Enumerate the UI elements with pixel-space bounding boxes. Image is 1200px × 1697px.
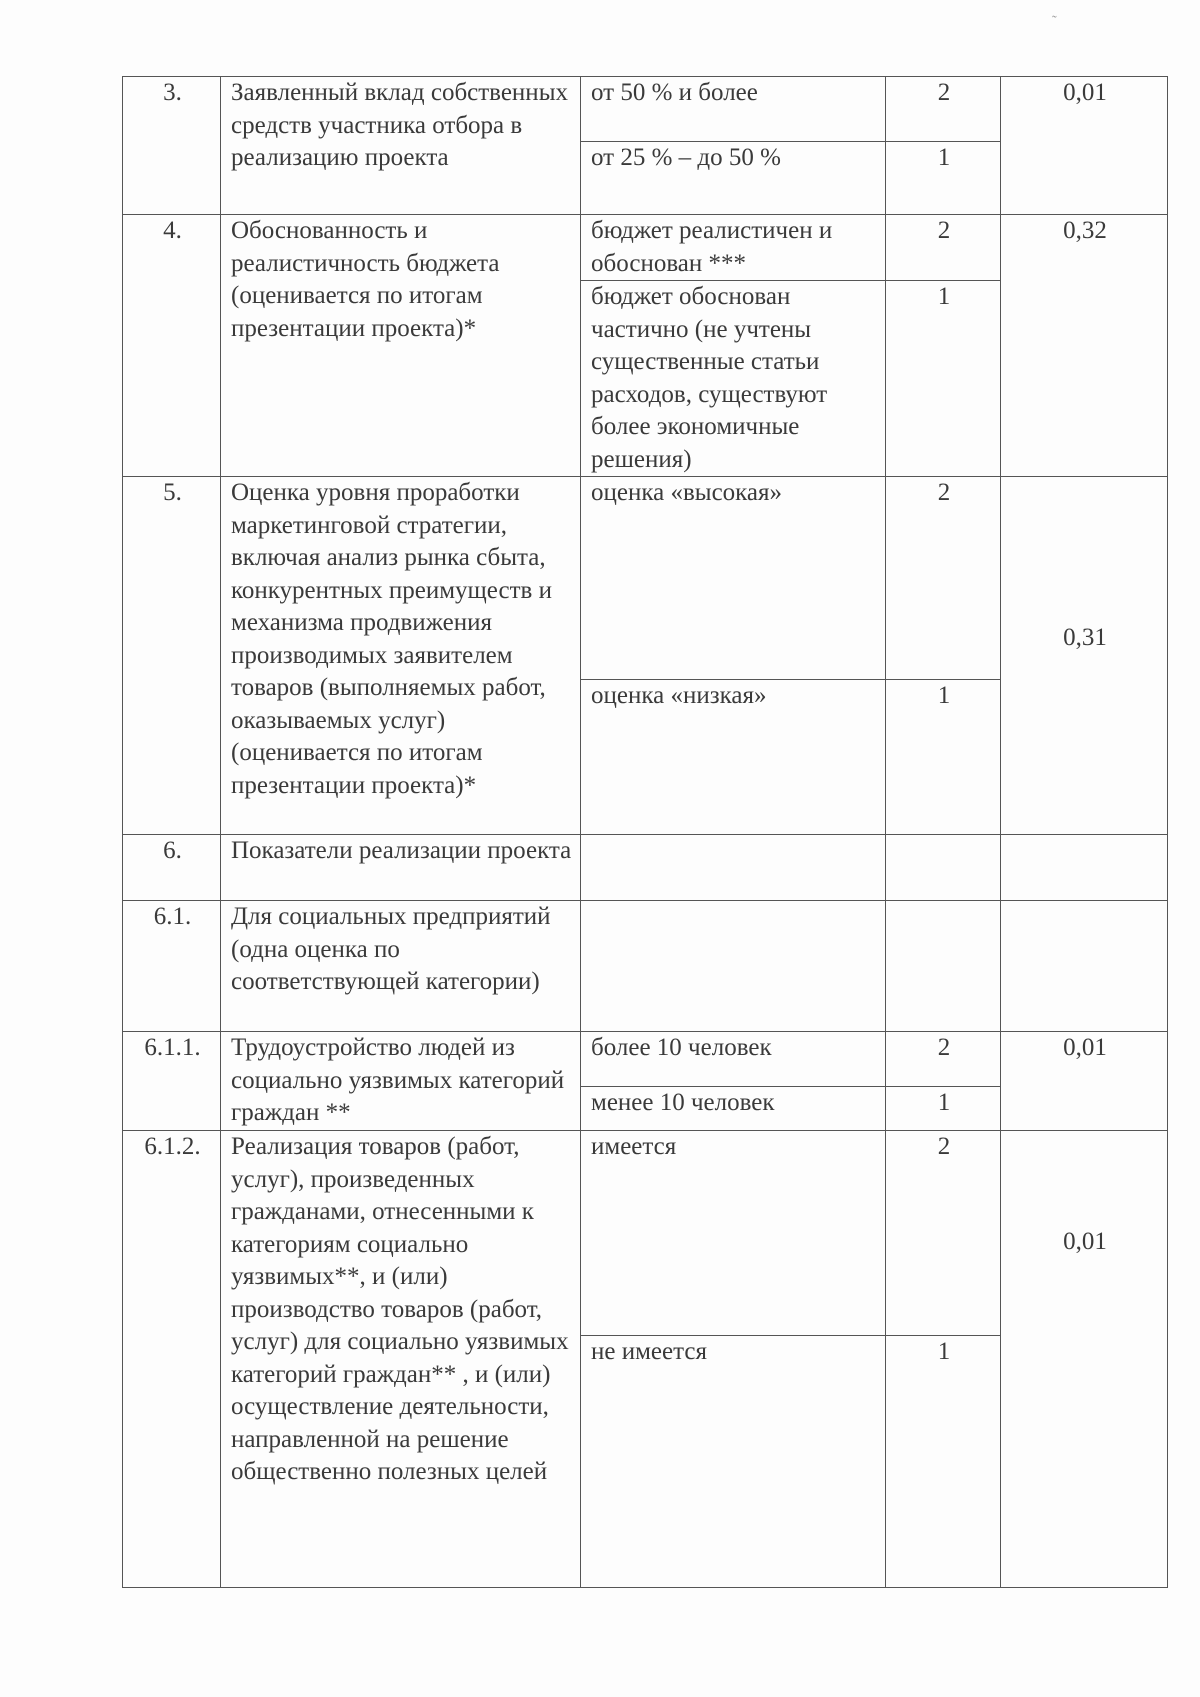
- table-row: [123, 835, 1168, 901]
- criterion-text: Обоснованность и реалистичность бюджета (оценивается по итогам презентации проекта)*: [221, 215, 581, 477]
- option-label: бюджет обоснован частично (не учтены существенные статьи расходов, существуют более экономичные решения): [581, 281, 886, 477]
- option-label: не имеется: [581, 1336, 886, 1588]
- option-score: 1: [886, 281, 1001, 477]
- table-row: [123, 477, 1168, 680]
- option-score: 2: [886, 77, 1001, 142]
- criterion-text: Оценка уровня проработки маркетинговой стратегии, включая анализ рынка сбыта, конкурентных преимуществ и механизма продвижения производимых заявителем товаров (выполняемых работ, оказываемых услуг) (оценивается по итогам презентации проекта)*: [221, 477, 581, 835]
- option-label: от 25 % – до 50 %: [581, 142, 886, 215]
- empty-cell: [1001, 835, 1168, 901]
- option-label: оценка «высокая»: [581, 477, 886, 680]
- empty-cell: [886, 835, 1001, 901]
- empty-cell: [581, 901, 886, 1032]
- criterion-weight: 0,01: [1001, 1032, 1168, 1131]
- table-row: [123, 901, 1168, 1032]
- option-score: 2: [886, 477, 1001, 680]
- criterion-weight: 0,31: [1001, 477, 1168, 835]
- option-score: 1: [886, 1336, 1001, 1588]
- row-number: 6.1.2.: [123, 1131, 221, 1588]
- option-label: имеется: [581, 1131, 886, 1336]
- criteria-table: [122, 76, 1168, 1588]
- scan-mark: ˜: [1052, 14, 1057, 29]
- criterion-text: Заявленный вклад собственных средств участника отбора в реализацию проекта: [221, 77, 581, 215]
- criterion-text: Трудоустройство людей из социально уязвимых категорий граждан **: [221, 1032, 581, 1131]
- option-label: бюджет реалистичен и обоснован ***: [581, 215, 886, 281]
- table-row: [123, 77, 1168, 142]
- option-score: 2: [886, 215, 1001, 281]
- option-score: 1: [886, 1087, 1001, 1131]
- criterion-text: Реализация товаров (работ, услуг), произведенных гражданами, отнесенными к категориям социально уязвимых**, и (или) производство товаров (работ, услуг) для социально уязвимых категорий граждан** , и (или) осуществление деятельности, направленной на решение общественно полезных целей: [221, 1131, 581, 1588]
- row-number: 4.: [123, 215, 221, 477]
- option-score: 1: [886, 142, 1001, 215]
- option-label: от 50 % и более: [581, 77, 886, 142]
- criterion-weight: 0,01: [1001, 77, 1168, 215]
- option-score: 1: [886, 680, 1001, 835]
- criterion-weight: 0,01: [1001, 1131, 1168, 1588]
- option-label: оценка «низкая»: [581, 680, 886, 835]
- option-score: 2: [886, 1032, 1001, 1087]
- row-number: 6.1.: [123, 901, 221, 1032]
- option-label: менее 10 человек: [581, 1087, 886, 1131]
- criterion-weight: 0,32: [1001, 215, 1168, 477]
- empty-cell: [886, 901, 1001, 1032]
- row-number: 6.1.1.: [123, 1032, 221, 1131]
- option-score: 2: [886, 1131, 1001, 1336]
- option-label: более 10 человек: [581, 1032, 886, 1087]
- table-row: [123, 1131, 1168, 1336]
- row-number: 3.: [123, 77, 221, 215]
- empty-cell: [581, 835, 886, 901]
- criterion-text: Для социальных предприятий (одна оценка по соответствующей категории): [221, 901, 581, 1032]
- row-number: 6.: [123, 835, 221, 901]
- row-number: 5.: [123, 477, 221, 835]
- criterion-text: Показатели реализации проекта: [221, 835, 581, 901]
- table-row: [123, 215, 1168, 281]
- table-row: [123, 1032, 1168, 1087]
- empty-cell: [1001, 901, 1168, 1032]
